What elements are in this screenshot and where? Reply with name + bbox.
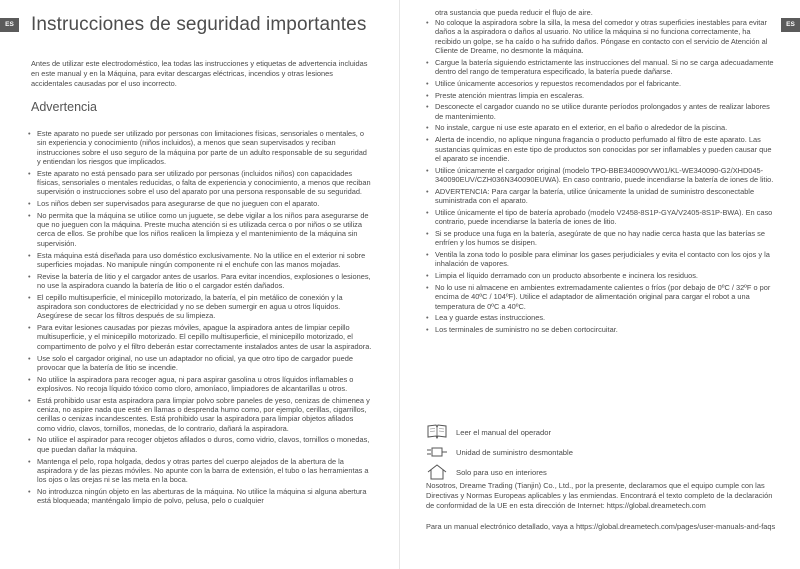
warning-item: • Limpia el líquido derramado con un producto absorbente e incinera los residuos.	[426, 271, 774, 280]
warning-list-continued	[426, 18, 774, 337]
warning-item: • Esta máquina está diseñada para uso doméstico exclusivamente. No la utilice en el exterior ni sobre superficies mojadas. No manipule ningún componente ni el enchufe con las manos mojadas.	[28, 251, 372, 270]
warning-item: • Preste atención mientras limpia en escaleras.	[426, 91, 774, 100]
intro-paragraph: Antes de utilizar este electrodoméstico, lea todas las instrucciones y etiquetas de advertencia incluidas en este manual y en la Máquina, para evitar descargas eléctricas, incendios y otras lesiones accidentales causadas por el uso incorrecto.	[31, 59, 368, 89]
warning-item: • No utilice el aspirador para recoger objetos afilados o duros, como vidrio, clavos, tornillos o monedas, que puedan dañar la máquina.	[28, 435, 372, 454]
warning-item: • Cargue la batería siguiendo estrictamente las instrucciones del manual. Si no se carga adecuadamente dentro del rango de temperatura especificado, la batería puede dañarse.	[426, 58, 774, 77]
warning-item: • Ventila la zona todo lo posible para eliminar los gases perjudiciales y evita el contacto con los ojos y la inhalación de vapores.	[426, 250, 774, 269]
language-tab: ES	[0, 18, 19, 32]
warning-item: • Revise la batería de litio y el cargador antes de usarlos. Para evitar incendios, explosiones o lesiones, no use la aspiradora cuando la batería de litio o el cargador estén dañados.	[28, 272, 372, 291]
warning-heading: Advertencia	[31, 100, 98, 114]
warning-item: • Este aparato no puede ser utilizado por personas con limitaciones físicas, sensoriales o mentales, o sin experiencia y conocimiento (niños incluidos), a menos que sean supervisados y reciban instrucciones sobre el uso seguro de la máquina por parte de un adulto responsable de su seguridad y entiendan los riesgos que implicados.	[28, 129, 372, 166]
warning-item: • No lo use ni almacene en ambientes extremadamente calientes o fríos (por debajo de 0ºC / 32ºF o por encima de 40ºC / 104ºF). Utilice el adaptador de alimentación original para cargar el robot a una temperatura de 0ºC a 40ºC.	[426, 283, 774, 311]
warning-item: • El cepillo multisuperficie, el minicepillo motorizado, la batería, el pin metálico de conexión y la aspiradora son conductores de electricidad y no se deben sumergir en agua u otros líquidos. Asegúrese de secar los filtros después de su limpieza.	[28, 293, 372, 321]
warning-item: • No utilice la aspiradora para recoger agua, ni para aspirar gasolina u otros líquidos inflamables o explosivos. No recoja líquido tóxico como cloro, amoníaco, limpiadores de alcantarillas u otros.	[28, 375, 372, 394]
warning-item: • No coloque la aspiradora sobre la silla, la mesa del comedor y otras superficies inestables para evitar daños a la aspiradora o daños al usuario. No utilice la máquina si no funciona correctamente, ha recibido un golpe, se ha caído o ha sufrido daños. Póngase en contacto con el servicio de Atención al Cliente de Dreame, no desmonte la máquina.	[426, 18, 774, 55]
warning-item: • Alerta de incendio, no aplique ninguna fragancia o producto perfumado al filtro de este aparato. Las sustancias químicas en este tipo de productos son conocidas por ser inflamables y pueden causar que el aparato se incendie.	[426, 135, 774, 163]
warning-item: • No permita que la máquina se utilice como un juguete, se debe vigilar a los niños para asegurarse de que no jueguen con la máquina. Preste mucha atención si es utilizada cerca o por niños o se utiliza cerca de ellos. Se prohíbe que los niños realicen la limpieza y el mantenimiento de la máquina sin supervisión.	[28, 211, 372, 248]
warning-item: • Utilice únicamente el tipo de batería aprobado (modelo V2458-8S1P-GYA/V2405-8S1P-BWA). En caso contrario, puede incendiarse la batería de iones de litio.	[426, 208, 774, 227]
warning-item: • ADVERTENCIA: Para cargar la batería, utilice únicamente la unidad de suministro desconectable suministrada con el aparato.	[426, 187, 774, 206]
continuation-text: otra sustancia que pueda reducir el flujo de aire.	[435, 8, 593, 17]
declaration-paragraph: Nosotros, Dreame Trading (Tianjin) Co., Ltd., por la presente, declaramos que el equipo cumple con las Directivas y Normas Europeas aplicables y las enmiendas. Encontrará el texto completo de la declaración de conformidad de la UE en esta dirección de Internet: https://global.dreametech.com	[426, 481, 773, 511]
symbol-label: Leer el manual del operador	[456, 428, 551, 437]
book-icon	[426, 424, 448, 440]
warning-item: • Los terminales de suministro no se deben cortocircuitar.	[426, 325, 774, 334]
warning-item: • No introduzca ningún objeto en las aberturas de la máquina. No utilice la máquina si alguna abertura está bloqueada; manténgalo limpio de polvo, pelusa, pelo o cualquier	[28, 487, 372, 506]
detachable-supply-icon	[426, 444, 448, 460]
warning-item: • Si se produce una fuga en la batería, asegúrate de que no hay nadie cerca hasta que las baterías se enfríen y los humos se disipen.	[426, 229, 774, 248]
language-tab: ES	[781, 18, 800, 32]
warning-item: • Utilice únicamente accesorios y repuestos recomendados por el fabricante.	[426, 79, 774, 88]
warning-item: • Para evitar lesiones causadas por piezas móviles, apague la aspiradora antes de limpiar cepillo multisuperficie, y el minicepillo motorizado. El cepillo multisuperficie, el minicepillo motorizado, el compartimento de polvo y el filtro deberán estar correctamente instalados antes de usar la aspiradora.	[28, 323, 372, 351]
warning-item: • Lea y guarde estas instrucciones.	[426, 313, 774, 322]
warning-item: • Está prohibido usar esta aspiradora para limpiar polvo sobre paneles de yeso, cenizas de chimenea y ceniza, no aspire nada que esté en llamas o desprenda humo como, por ejemplo, cerillas, cigarrillos, cerillas o cenizas incandescentes. Está prohibido usar la aspiradora para limpiar objetos afilados como vidrio, clavos, tornillos, monedas, de lo contrario, dañará la aspiradora.	[28, 396, 372, 433]
page-title: Instrucciones de seguridad importantes	[31, 14, 367, 35]
house-icon	[426, 464, 448, 480]
warning-item: • Desconecte el cargador cuando no se utilice durante períodos prolongados y antes de realizar labores de mantenimiento.	[426, 102, 774, 121]
warning-item: • Utilice únicamente el cargador original (modelo TPO-BBE340090VW01/KL-WE340090-G2/XHD045-340090EUV/CZH036N340090EUWA). En caso contrario, puede incendiarse la batería de iones de litio.	[426, 166, 774, 185]
warning-item: • Este aparato no está pensado para ser utilizado por personas (incluidos niños) con capacidades físicas, sensoriales o mentales reducidas, o falta de experiencia y conocimiento, a menos que reciban supervisión o instrucciones sobre el uso del aparato por una persona responsable de su seguridad.	[28, 169, 372, 197]
warning-item: • Mantenga el pelo, ropa holgada, dedos y otras partes del cuerpo alejados de la abertura de la aspiradora y de las piezas móviles. No apunte con la barra de extensión, el tubo o las herramientas a los ojos o las orejas ni se las meta en la boca.	[28, 457, 372, 485]
warning-list	[28, 129, 372, 508]
symbol-label: Unidad de suministro desmontable	[456, 448, 573, 457]
symbol-label: Solo para uso en interiores	[456, 468, 547, 477]
warning-item: • Use solo el cargador original, no use un adaptador no oficial, ya que otro tipo de cargador puede provocar que la batería de litio se incendie.	[28, 354, 372, 373]
warning-item: • Los niños deben ser supervisados para asegurarse de que no jueguen con el aparato.	[28, 199, 372, 208]
manual-link-paragraph: Para un manual electrónico detallado, vaya a https://global.dreametech.com/pages/user-manuals-and-faqs	[426, 522, 776, 531]
warning-item: • No instale, cargue ni use este aparato en el exterior, en el baño o alrededor de la piscina.	[426, 123, 774, 132]
